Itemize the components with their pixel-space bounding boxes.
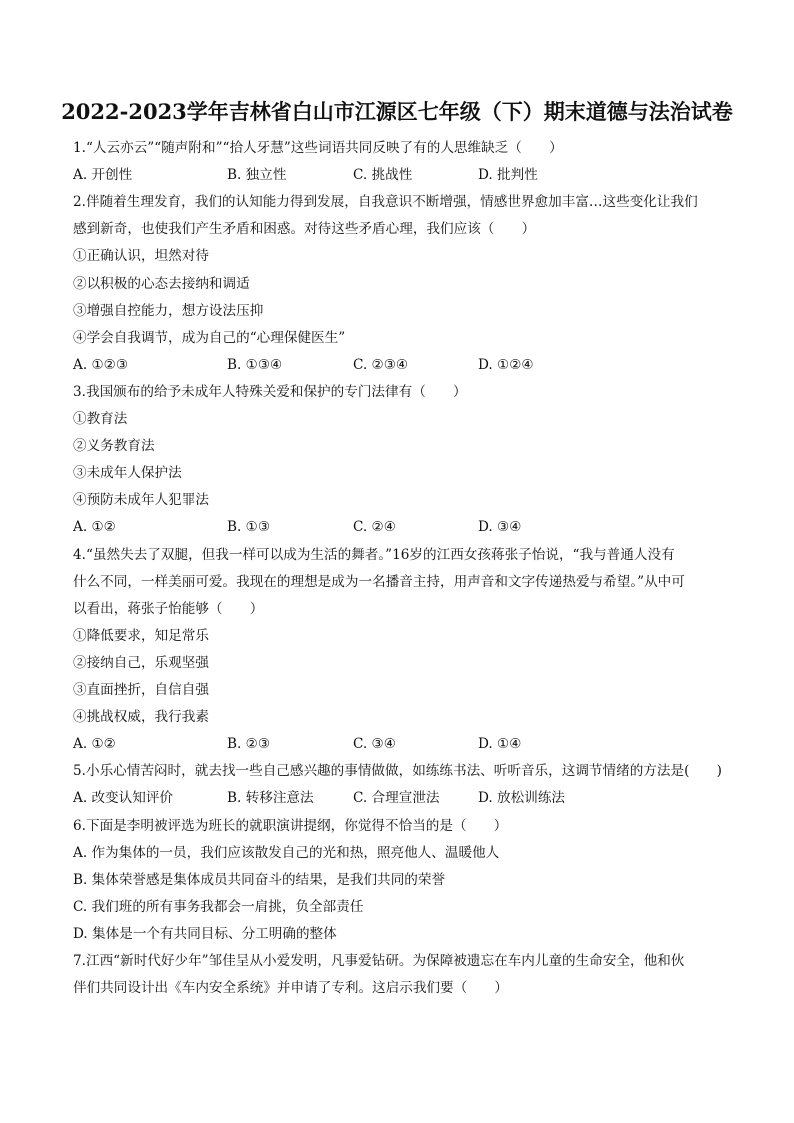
answer-option: B. 独立性 bbox=[227, 167, 287, 184]
question-line: 以看出，蒋张子怡能够（ ） bbox=[73, 600, 264, 617]
question-line: 伴们共同设计出《车内安全系统》并申请了专利。这启示我们要（ ） bbox=[73, 980, 508, 997]
answer-option: D. 放松训练法 bbox=[478, 790, 566, 807]
answer-option: D. 批判性 bbox=[478, 167, 538, 184]
answer-option: D. ①②④ bbox=[478, 356, 534, 373]
question-line: C. 我们班的所有事务我都会一肩挑，负全部责任 bbox=[73, 898, 364, 915]
answer-option: B. ②③ bbox=[227, 736, 271, 753]
answer-option: C. 合理宣泄法 bbox=[353, 790, 440, 807]
answer-option: A. ①② bbox=[73, 736, 116, 753]
question-stem: 1.“人云亦云”“随声附和”“拾人牙慧”这些词语共同反映了有的人思维缺乏（ ） bbox=[73, 140, 563, 156]
question-line: ③增强自控能力，想方设法压抑 bbox=[73, 302, 264, 319]
answer-option: B. ①③ bbox=[227, 519, 271, 536]
question-line: 什么不同，一样美丽可爱。我现在的理想是成为一名播音主持，用声音和文字传递热爱与希望。”从中可 bbox=[73, 573, 685, 590]
question-line: ①正确认识，坦然对待 bbox=[73, 248, 209, 265]
answer-option: A. ①② bbox=[73, 519, 116, 536]
question-line: ④学会自我调节，成为自己的“心理保健医生” bbox=[73, 329, 346, 346]
answer-option: C. ③④ bbox=[353, 736, 396, 753]
answer-option: D. ③④ bbox=[478, 519, 522, 536]
question-line: ①降低要求，知足常乐 bbox=[73, 627, 209, 644]
exam-title: 2022-2023学年吉林省白山市江源区七年级（下）期末道德与法治试卷 bbox=[61, 99, 733, 124]
question-line: ①教育法 bbox=[73, 411, 128, 427]
question-line: ②接纳自己，乐观坚强 bbox=[73, 654, 209, 671]
answer-option: D. ①④ bbox=[478, 736, 522, 753]
answer-option: B. ①③④ bbox=[227, 356, 283, 373]
question-line: ④挑战权威，我行我素 bbox=[73, 709, 209, 726]
question-line: D. 集体是一个有共同目标、分工明确的整体 bbox=[73, 925, 337, 942]
question-stem: 7.江西“新时代好少年”邹佳呈从小爱发明，凡事爱钻研。为保障被遗忘在车内儿童的生命安全，他和伙 bbox=[73, 953, 685, 969]
answer-option: A. 改变认知评价 bbox=[73, 790, 174, 807]
question-line: ②以积极的心态去接纳和调适 bbox=[73, 275, 250, 292]
question-line: B. 集体荣誉感是集体成员共同奋斗的结果，是我们共同的荣誉 bbox=[73, 871, 446, 888]
question-stem: 3.我国颁布的给予未成年人特殊关爱和保护的专门法律有（ ） bbox=[73, 383, 467, 400]
question-stem: 2.伴随着生理发育，我们的认知能力得到发展，自我意识不断增强，情感世界愈加丰富…这些变化让我们 bbox=[73, 194, 698, 211]
answer-option: C. ②④ bbox=[353, 519, 396, 536]
question-stem: 6.下面是李明被评选为班长的就职演讲提纲，你觉得不恰当的是（ ） bbox=[73, 817, 508, 834]
question-line: A. 作为集体的一员，我们应该散发自己的光和热，照亮他人、温暖他人 bbox=[73, 844, 500, 861]
answer-option: A. 开创性 bbox=[73, 167, 133, 184]
question-line: ③直面挫折，自信自强 bbox=[73, 682, 209, 698]
question-line: ③未成年人保护法 bbox=[73, 465, 182, 482]
answer-option: A. ①②③ bbox=[73, 356, 129, 373]
answer-option: C. 挑战性 bbox=[353, 167, 413, 184]
question-stem: 4.“虽然失去了双腿，但我一样可以成为生活的舞者。”16岁的江西女孩蒋张子怡说，“我与普通人没有 bbox=[73, 546, 675, 563]
answer-option: C. ②③④ bbox=[353, 356, 409, 373]
question-line: ④预防未成年人犯罪法 bbox=[73, 492, 209, 509]
answer-option: B. 转移注意法 bbox=[227, 790, 314, 807]
question-line: 感到新奇，也使我们产生矛盾和困惑。对待这些矛盾心理，我们应该（ ） bbox=[73, 221, 536, 238]
question-line: ②义务教育法 bbox=[73, 438, 155, 455]
question-stem: 5.小乐心情苦闷时，就去找一些自己感兴趣的事情做做，如练练书法、听听音乐，这调节情绪的方法是( ) bbox=[73, 763, 722, 780]
